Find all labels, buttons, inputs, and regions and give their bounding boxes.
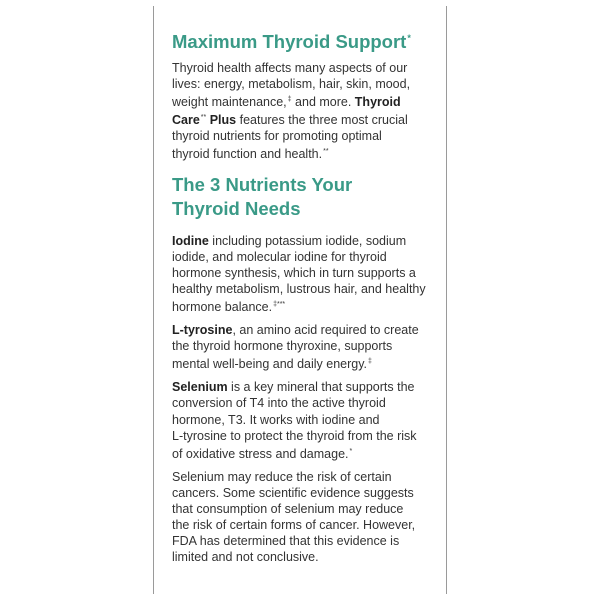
brand-name: Plus [206,113,237,128]
footnote-mark: ‡ [287,96,292,104]
iodine-line [172,297,436,315]
selenium-text: of oxidative stress and damage. [172,446,349,461]
intro-text: thyroid function and health. [172,147,323,162]
ltyrosine-text: mental well-being and daily energy. [172,357,368,372]
selenium-line [172,444,436,462]
footnote-mark: * [349,447,353,455]
brand-name: Care [172,113,200,128]
ltyrosine-line [172,354,436,372]
ltyrosine-paragraph [172,322,436,372]
claim-line: that consumption of selenium may reduce [172,501,404,516]
iodine-text: including potassium iodide, sodium [208,233,407,248]
iodine-line: iodide, and molecular iodine for thyroid [172,249,387,264]
selenium-paragraph [172,379,436,461]
brand-name: Thyroid [354,95,401,110]
intro-paragraph [172,60,436,163]
claim-line: FDA has determined that this evidence is [172,534,400,549]
iodine-line [172,233,436,249]
intro-text: weight maintenance, [172,95,287,110]
ltyrosine-line [172,322,436,338]
intro-text: and more. [291,95,355,110]
ltyrosine-text: , an amino acid required to create [232,323,419,338]
intro-line: thyroid nutrients for promoting optimal [172,129,382,144]
claim-line: limited and not conclusive. [172,550,319,565]
nutrient-name: Selenium [172,380,228,395]
selenium-text: is a key mineral that supports the [227,380,415,395]
selenium-line: conversion of T4 into the active thyroid [172,396,386,411]
iodine-paragraph [172,233,436,315]
claim-line: the risk of certain forms of cancer. However, [172,518,416,533]
selenium-line: hormone, T3. It works with iodine and [172,412,380,427]
section-title-line: The 3 Nutrients Your [172,173,353,195]
footnote-mark: ‡ [368,358,372,366]
intro-line [172,92,436,110]
section-title [172,173,436,221]
claim-line: cancers. Some scientific evidence suggests [172,485,414,500]
intro-line [172,144,436,162]
iodine-line: healthy metabolism, lustrous hair, and healthy [172,281,426,296]
intro-text: features the three most crucial [236,113,408,128]
intro-line [172,110,436,128]
selenium-line [172,379,436,395]
trademark-mark: ** [200,114,207,122]
nutrient-name: Iodine [172,233,209,248]
product-info-panel [153,6,447,594]
footnote-mark: ** [323,148,329,156]
claim-line: Selenium may reduce the risk of certain [172,469,392,484]
nutrient-name: L-tyrosine [172,323,233,338]
footnote-mark: ‡*** [273,300,286,308]
health-claim-paragraph [172,469,436,566]
intro-line: Thyroid health affects many aspects of our [172,61,408,75]
selenium-line: L-tyrosine to protect the thyroid from the risk [172,428,417,443]
section-title-line: Thyroid Needs [172,197,301,219]
iodine-text: hormone balance. [172,299,273,314]
iodine-line: hormone synthesis, which in turn supports a [172,265,416,280]
page-title [172,26,436,54]
title-footnote-mark: * [407,33,411,43]
intro-line: lives: energy, metabolism, hair, skin, mood, [172,77,411,92]
ltyrosine-line: the thyroid hormone thyroxine, supports [172,339,393,354]
page-title-text: Maximum Thyroid Support [172,31,407,52]
